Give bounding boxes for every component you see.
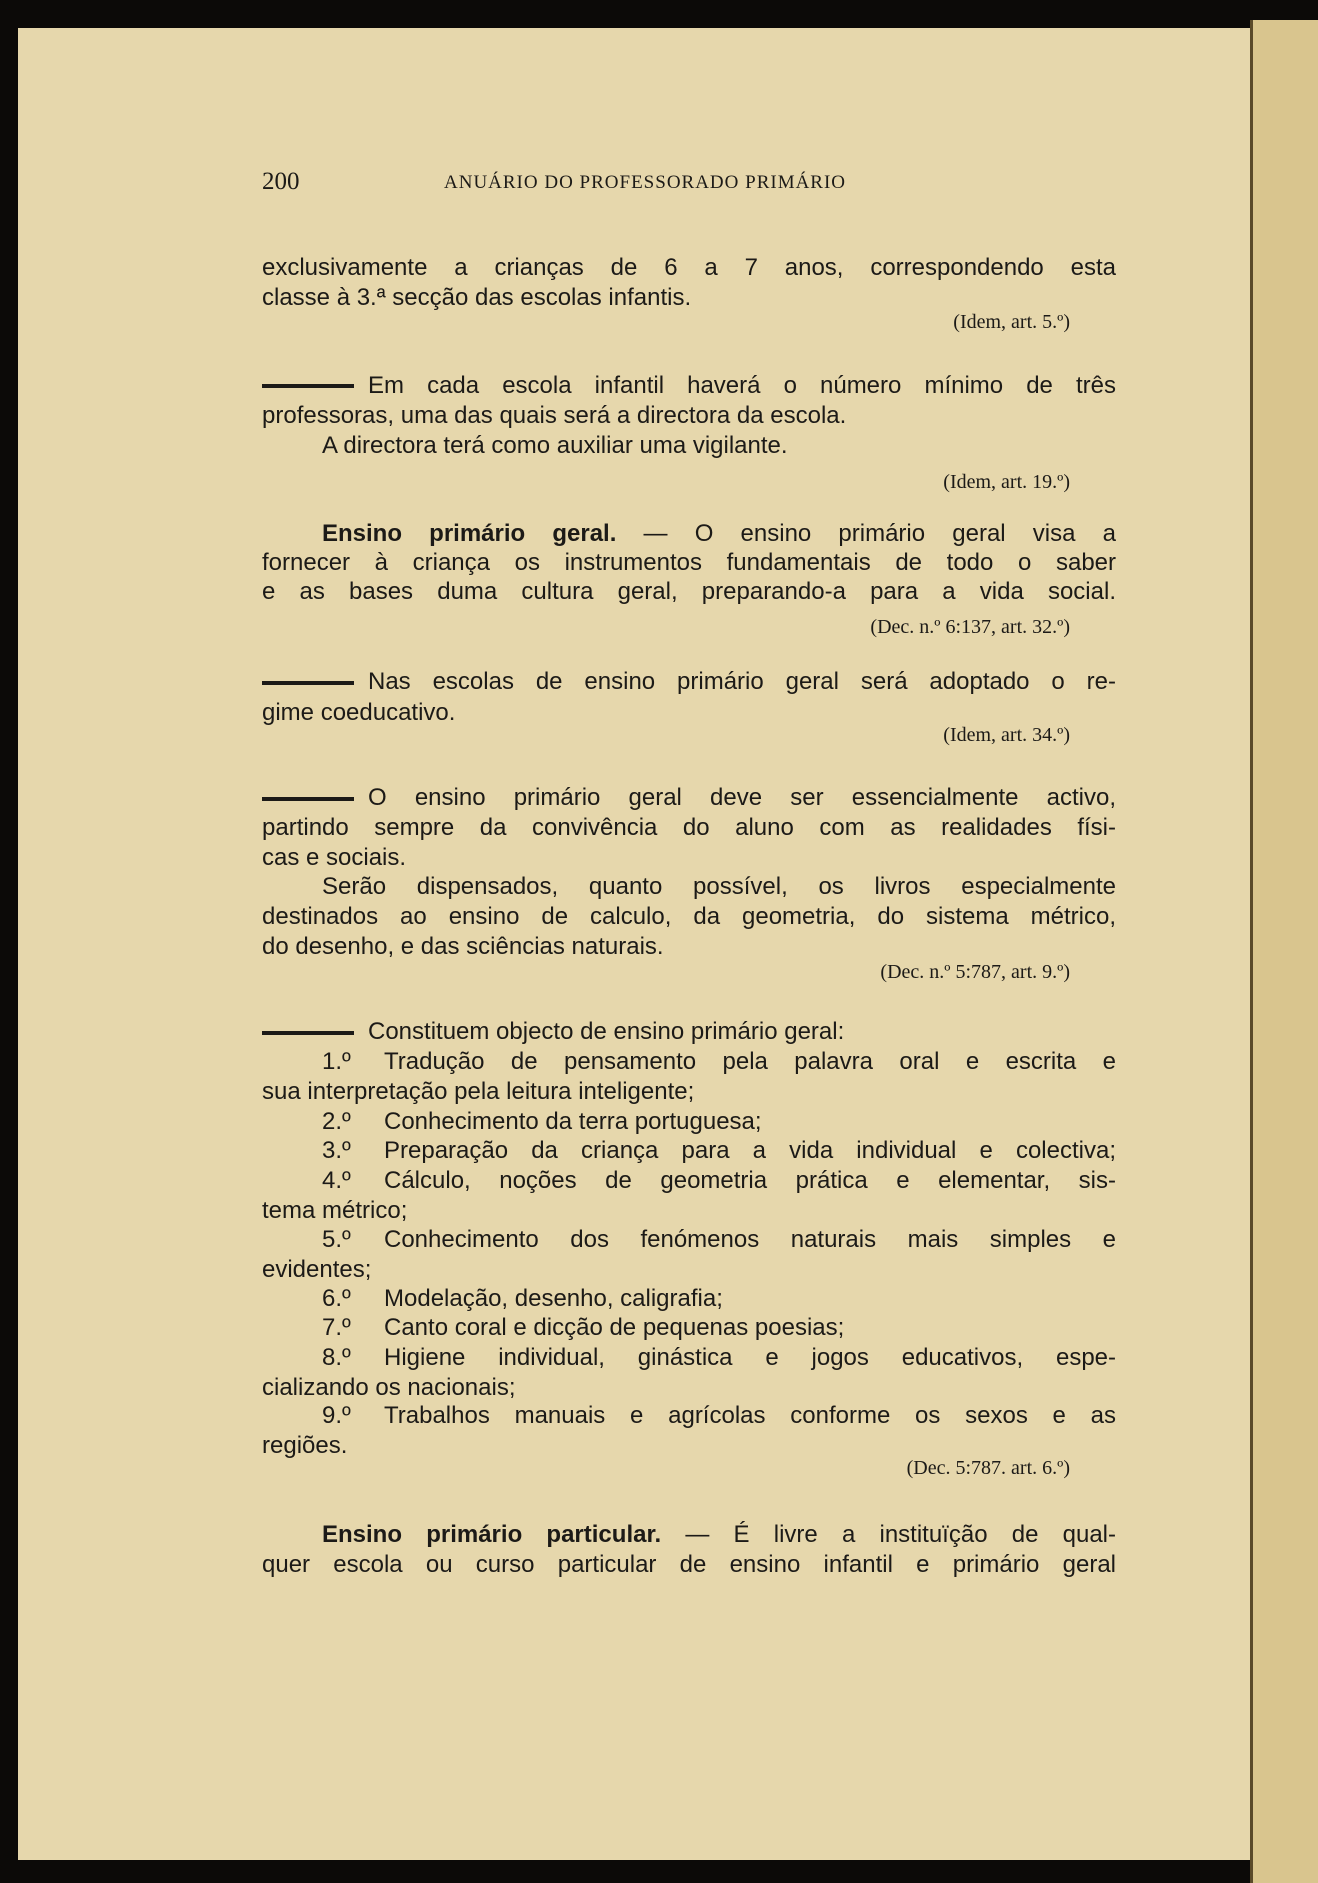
line-text: Cálculo, noções de geometria prática e elementar, sis- (384, 1167, 1116, 1195)
text-line (262, 549, 1116, 577)
line-text: — O ensino primário geral visa a (616, 520, 1116, 548)
line-text: (Idem, art. 34.º) (943, 723, 1070, 746)
line-text: cializando os nacionais; (262, 1373, 516, 1401)
line-text: Tradução de pensamento pela palavra oral e escrita e (384, 1048, 1116, 1076)
line-text: regiões. (262, 1432, 348, 1460)
line-text: fornecer à criança os instrumentos fundamentais de todo o saber (262, 549, 1116, 577)
text-line (322, 1344, 1116, 1372)
text-line (262, 1374, 1116, 1402)
text-line (262, 1551, 1116, 1579)
line-text: gime coeducativo. (262, 699, 456, 727)
line-text: exclusivamente a crianças de 6 a 7 anos, correspondendo esta (262, 254, 1116, 281)
item-number: 5.º (322, 1226, 351, 1253)
line-text: A directora terá como auxiliar uma vigilante. (322, 431, 788, 459)
text-line (262, 933, 1116, 961)
page-number: 200 (262, 168, 300, 195)
line-text: Conhecimento da terra portuguesa; (384, 1108, 762, 1136)
line-text: quer escola ou curso particular de ensino infantil e primário geral (262, 1551, 1116, 1579)
item-number: 1.º (322, 1048, 351, 1076)
text-line (262, 578, 1116, 606)
line-text: (Dec. n.º 6:137, art. 32.º) (870, 615, 1070, 638)
text-line (262, 1256, 1116, 1284)
line-text: e as bases duma cultura geral, preparando-a para a vida social. (262, 578, 1116, 605)
citation (953, 308, 1070, 336)
item-number: 2.º (322, 1108, 351, 1136)
text-line (322, 1402, 1116, 1430)
section-heading: Ensino primário particular. (322, 1521, 662, 1549)
text-line (262, 372, 1116, 400)
section-heading: Ensino primário geral. (322, 520, 617, 548)
line-text: (Idem, art. 5.º) (953, 311, 1070, 333)
item-number: 9.º (322, 1402, 351, 1430)
line-text: Nas escolas de ensino primário geral será adoptado o re- (368, 668, 1116, 695)
line-text: Serão dispensados, quanto possível, os livros especialmente (322, 873, 1116, 901)
citation (880, 958, 1070, 986)
text-line (322, 1108, 1116, 1136)
line-text: O ensino primário geral deve ser essencialmente activo, (368, 784, 1116, 812)
citation (943, 721, 1070, 749)
citation (870, 613, 1070, 641)
line-text: partindo sempre da convivência do aluno com as realidades físi- (262, 814, 1116, 842)
text-line (322, 432, 1116, 460)
line-text: sua interpretação pela leitura inteligente; (262, 1078, 695, 1106)
text-line (322, 1314, 1116, 1342)
item-number: 6.º (322, 1284, 351, 1312)
line-text: evidentes; (262, 1256, 372, 1283)
text-line (322, 1167, 1116, 1195)
line-text: classe à 3.ª secção das escolas infantis. (262, 284, 692, 311)
line-text: cas e sociais. (262, 844, 407, 872)
line-text: Trabalhos manuais e agrícolas conforme os sexos e as (384, 1402, 1116, 1430)
line-text: do desenho, e das sciências naturais. (262, 933, 664, 961)
item-number: 4.º (322, 1167, 351, 1195)
line-text: tema métrico; (262, 1197, 408, 1225)
line-text: Higiene individual, ginástica e jogos educativos, espe- (384, 1343, 1116, 1371)
text-line (322, 1226, 1116, 1254)
text-line (262, 1197, 1116, 1225)
text-line (262, 254, 1116, 282)
text-line (322, 1048, 1116, 1076)
text-line (262, 668, 1116, 696)
item-number: 3.º (322, 1137, 351, 1165)
text-line (262, 844, 1116, 872)
text-line (262, 903, 1116, 931)
line-text: — É livre a instituïção de qual- (661, 1521, 1117, 1549)
text-line (322, 873, 1116, 901)
page-edge (1250, 20, 1318, 1883)
line-text: Conhecimento dos fenómenos naturais mais simples e (384, 1226, 1116, 1253)
line-text: (Idem, art. 19.º) (943, 470, 1070, 493)
text-line (262, 1078, 1116, 1106)
citation (943, 468, 1070, 496)
line-text: Constituem objecto de ensino primário geral: (368, 1018, 845, 1046)
text-line (262, 784, 1116, 812)
item-number: 7.º (322, 1313, 351, 1341)
line-text: destinados ao ensino de calculo, da geometria, do sistema métrico, (262, 903, 1116, 931)
text-line (322, 1285, 1116, 1313)
line-text: Em cada escola infantil haverá o número mínimo de três (368, 371, 1116, 399)
line-text: (Dec. n.º 5:787, art. 9.º) (880, 961, 1070, 984)
citation (907, 1454, 1070, 1482)
item-number: 8.º (322, 1343, 351, 1371)
text-line (262, 814, 1116, 842)
text-line (262, 1018, 1116, 1046)
text-line (322, 520, 1116, 548)
text-line (262, 402, 1116, 430)
running-header: ANUÁRIO DO PROFESSORADO PRIMÁRIO (444, 172, 847, 193)
line-text: Modelação, desenho, caligrafia; (384, 1284, 723, 1312)
line-text: Preparação da criança para a vida individual e colectiva; (384, 1137, 1116, 1165)
line-text: professoras, uma das quais será a directora da escola. (262, 401, 847, 429)
line-text: (Dec. 5:787. art. 6.º) (906, 1457, 1070, 1479)
text-line (322, 1137, 1116, 1165)
line-text: Canto coral e dicção de pequenas poesias; (384, 1313, 845, 1341)
text-line (322, 1521, 1116, 1549)
